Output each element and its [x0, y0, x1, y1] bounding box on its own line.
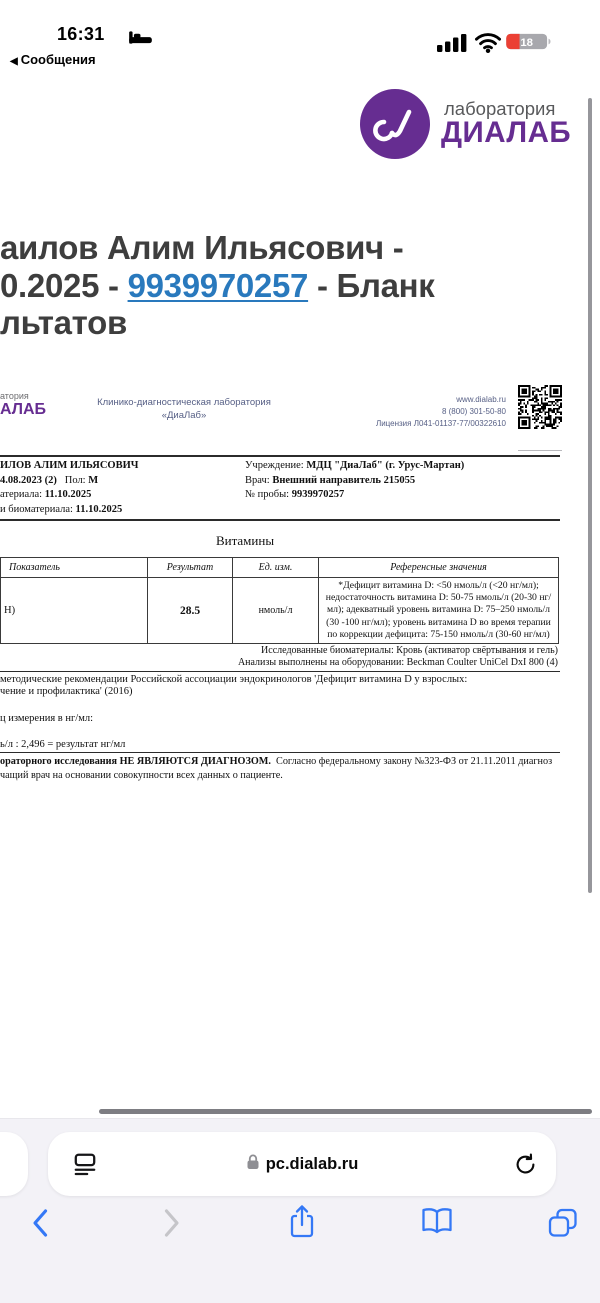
sample-date: атериала: 11.10.2025 — [0, 489, 92, 500]
biomaterial-date: и биоматериала: 11.10.2025 — [0, 503, 123, 515]
institution: Учреждение: МДЦ "ДиаЛаб" (г. Урус-Мартан) — [245, 460, 465, 471]
col-result: Результат — [148, 558, 233, 578]
tabs-button[interactable] — [548, 1208, 578, 1243]
cell-result: 28.5 — [148, 578, 233, 644]
logo-word-laboratory: лаборатория — [444, 98, 556, 119]
letterhead-license: Лицензия Л041-01137-77/00322610 — [375, 419, 506, 428]
status-time: 16:31 — [57, 24, 105, 44]
vertical-scrollbar[interactable] — [588, 98, 592, 893]
cell-indicator: Н) — [1, 578, 148, 644]
patient-info-left — [0, 459, 138, 517]
reload-icon[interactable] — [513, 1152, 538, 1182]
patient-dob-sex: 4.08.2023 (2) Пол: М — [0, 474, 99, 486]
col-reference: Референсные значения — [319, 558, 559, 578]
equipment-line: Анализы выполнены на оборудовании: Beckman Coulter UniCel DxI 800 (4) — [237, 657, 558, 668]
letterhead-contacts — [300, 394, 506, 430]
doctor: Врач: Внешний направитель 215055 — [245, 474, 416, 486]
note-units: ц измерения в нг/мл: — [0, 713, 93, 724]
sample-number: № пробы: 9939970257 — [245, 489, 345, 500]
back-to-app[interactable] — [10, 52, 96, 67]
letterhead-logo-partial-name: АЛАБ — [0, 401, 47, 418]
table-header-row — [1, 558, 559, 578]
battery-percent: 18 — [520, 36, 534, 49]
patient-name: ИЛОВ АЛИМ ИЛЬЯСОВИЧ — [0, 460, 139, 471]
qr-underline — [518, 450, 562, 451]
battery-icon — [506, 32, 554, 56]
back-button[interactable] — [30, 1208, 50, 1243]
back-triangle-icon: ◀ — [10, 56, 18, 67]
divider — [0, 671, 560, 672]
qr-code — [518, 385, 562, 429]
note-recommendations: методические рекомендации Российской ассоциации эндокринологов 'Дефицит витамина D у взрослых: — [0, 674, 468, 685]
page-title — [0, 229, 600, 342]
adjacent-tab-sliver[interactable] — [0, 1132, 28, 1196]
page-title-line2: 0.2025 - 9939970257 - Бланк — [0, 266, 435, 304]
sample-number-link[interactable]: 9939970257 — [127, 266, 309, 304]
divider — [0, 519, 560, 521]
bed-icon — [128, 29, 153, 51]
url-text: pc.dialab.ru — [265, 1154, 359, 1173]
cell-reference: *Дефицит витамина D: <50 нмоль/л (<20 нг/мл); недостаточность витамина D: 50-75 нмоль/л (20-30 нг/мл); адекватный уровень витамина D: 75–250 нмоль/л (30 -100 нг/мл); уровень витамина D во время терапии по коррекции дефицита: 75-150 нмоль/л (30-60 нг/мл) — [319, 578, 559, 644]
cellular-signal-icon — [437, 33, 468, 58]
url-display[interactable] — [48, 1132, 556, 1196]
page-title-line1: аилов Алим Ильясович - — [0, 229, 404, 266]
biomaterials-line: Исследованные биоматериалы: Кровь (активатор свёртывания и гель) — [261, 645, 558, 656]
forward-button[interactable] — [162, 1208, 182, 1243]
divider — [0, 455, 560, 457]
section-title-vitamins: Витамины — [215, 533, 275, 548]
horizontal-scrollbar[interactable] — [99, 1109, 592, 1114]
cell-unit: нмоль/л — [233, 578, 319, 644]
col-indicator: Показатель — [1, 558, 148, 578]
share-button[interactable] — [288, 1204, 316, 1245]
back-app-label: Сообщения — [20, 52, 96, 67]
note-recommendations-2: чение и профилактика' (2016) — [0, 686, 133, 697]
dialab-logo-icon — [360, 89, 430, 159]
disclaimer-line1: ораторного исследования НЕ ЯВЛЯЮТСЯ ДИАГНОЗОМ. Согласно федеральному закону №323-ФЗ от 21.11.2011 диагноз — [0, 756, 553, 767]
letterhead-logo-partial-top: атория — [0, 391, 29, 401]
bookmarks-button[interactable] — [420, 1207, 454, 1240]
page-title-line3: льтатов — [0, 304, 127, 341]
col-unit: Ед. изм. — [233, 558, 319, 578]
patient-info-right — [245, 459, 464, 503]
address-bar[interactable] — [48, 1132, 556, 1196]
logo-word-dialab: ДИАЛАБ — [441, 116, 572, 149]
note-conversion: ь/л : 2,496 = результат нг/мл — [0, 739, 126, 750]
wifi-icon — [474, 33, 502, 58]
results-table — [0, 557, 559, 644]
letterhead-phone: 8 (800) 301-50-80 — [441, 407, 506, 416]
table-row — [1, 578, 559, 644]
letterhead-site: www.dialab.ru — [456, 395, 506, 404]
divider — [0, 752, 560, 753]
disclaimer-line2: чащий врач на основании совокупности всех данных о пациенте. — [0, 770, 283, 781]
lock-icon — [246, 1154, 260, 1175]
letterhead-center: Клинико-диагностическая лаборатория «ДиаЛаб» — [97, 397, 271, 421]
